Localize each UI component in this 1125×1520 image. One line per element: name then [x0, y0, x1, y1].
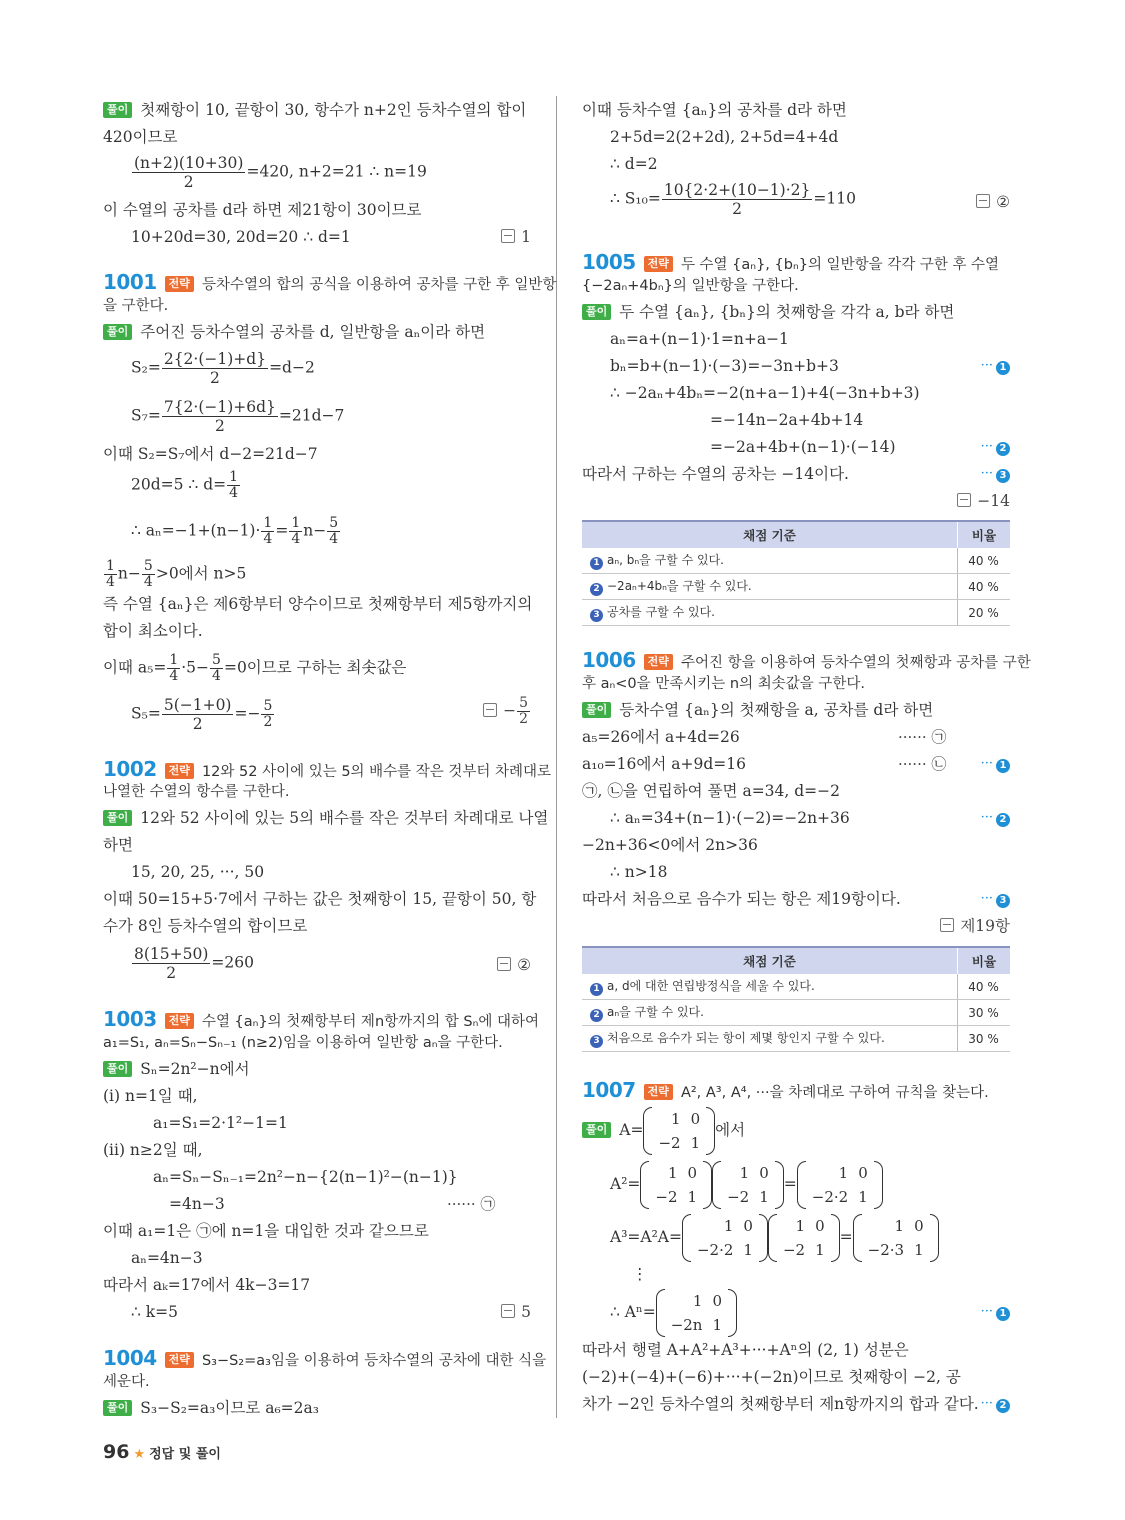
text-line: a₁=S₁, aₙ=Sₙ−Sₙ₋₁ (n≥2)임을 이용하여 일반항 aₙ을 구한다.: [103, 1035, 503, 1051]
marker-1: ··· 1: [981, 754, 1010, 774]
solution-tag: 풀이: [582, 702, 611, 718]
fraction: $\frac{5}{4}$: [143, 558, 153, 590]
text-line: 나열한 수열의 항수를 구한다.: [103, 784, 290, 800]
equation-label: ······ ㉡: [898, 755, 947, 773]
fraction: $\frac{1}{4}$: [169, 652, 179, 684]
text-line: 을 구한다.: [103, 298, 169, 314]
marker-3: ··· 3: [981, 464, 1010, 484]
equation: ∴ n>18: [610, 863, 668, 881]
table-header: 채점 기준: [582, 947, 958, 974]
text-line: (ii) n≥2일 때,: [103, 1141, 203, 1159]
text-line: 합이 최소이다.: [103, 622, 203, 640]
equation: a₁=S₁=2·1²−1=1: [153, 1114, 288, 1132]
answer-icon: [976, 194, 990, 208]
fraction: $\frac{2\{2\cdot(-1)+d\}}{2}$: [163, 350, 267, 387]
text-line: {−2aₙ+4bₙ}의 일반항을 구한다.: [582, 278, 799, 294]
equation-label: ······ ㉠: [898, 728, 947, 746]
equation: ∴ d=2: [610, 155, 658, 173]
fraction: $\frac{1}{4}$: [229, 469, 239, 501]
matrix: 1 0 −2 1: [640, 1161, 712, 1209]
matrix: 1 0 −2 1: [712, 1161, 784, 1209]
answer: 제19항: [940, 916, 1010, 936]
problem-number: 1007: [582, 1078, 636, 1102]
problem-number: 1005: [582, 250, 636, 274]
solution-tag: 풀이: [103, 102, 132, 118]
equation: a₁₀=16에서 a+9d=16: [582, 755, 746, 773]
fraction: $\frac{1}{4}$: [263, 515, 273, 547]
text-line: 이때 S₂=S₇에서 d−2=21d−7: [103, 445, 318, 463]
problem-number: 1004: [103, 1346, 157, 1370]
text-line: 따라서 행렬 A+A²+A³+···+Aⁿ의 (2, 1) 성분은: [582, 1341, 909, 1359]
marker-1: ··· 1: [981, 356, 1010, 376]
answer-icon: [501, 1304, 515, 1318]
matrix: 1 0 −2 1: [768, 1214, 840, 1262]
grading-criteria-table: [582, 946, 1010, 1052]
equation: =−2a+4b+(n−1)·(−14): [710, 438, 896, 456]
text-line: 이때 등차수열 {aₙ}의 공차를 d라 하면: [582, 101, 847, 119]
solution-tag: 풀이: [582, 304, 611, 320]
equation: aₙ=a+(n−1)·1=n+a−1: [610, 330, 789, 348]
strategy-tag: 전략: [165, 276, 194, 292]
text-line: 420이므로: [103, 128, 178, 146]
fraction: $\frac{5(-1+0)}{2}$: [163, 696, 232, 733]
fraction: $\frac{8(15+50)}{2}$: [134, 945, 209, 982]
solution-tag: 풀이: [103, 324, 132, 340]
marker-2: ··· 2: [981, 1394, 1010, 1414]
text-line: 하면: [103, 836, 133, 854]
equation: 10+20d=30, 20d=20 ∴ d=1: [131, 228, 351, 246]
table-row: 3 처음으로 음수가 되는 항이 제몇 항인지 구할 수 있다. 30 %: [582, 1026, 1010, 1052]
equation-label: ······ ㉠: [447, 1195, 496, 1213]
answer: −14: [957, 491, 1010, 511]
text-line: 이때 50=15+5·7에서 구하는 값은 첫째항이 15, 끝항이 50, 항: [103, 890, 537, 908]
text-line: 따라서 구하는 수열의 공차는 −14이다.: [582, 465, 849, 483]
strategy-tag: 전략: [644, 654, 673, 670]
text-line: 즉 수열 {aₙ}은 제6항부터 양수이므로 첫째항부터 제5항까지의: [103, 595, 533, 613]
text-line: 수가 8인 등차수열의 합이므로: [103, 917, 308, 935]
answer: − $\frac{5}{2}$: [483, 696, 531, 727]
fraction: $\frac{5}{2}$: [519, 695, 528, 727]
solution-tag: 풀이: [103, 1400, 132, 1416]
strategy-tag: 전략: [165, 763, 194, 779]
answer: 1: [501, 227, 531, 247]
fraction: $\frac{5}{4}$: [212, 652, 221, 684]
answer: ②: [976, 192, 1010, 212]
equation: ∴ aₙ=34+(n−1)·(−2)=−2n+36: [610, 809, 850, 827]
text-line: (−2)+(−4)+(−6)+···+(−2n)이므로 첫째항이 −2, 공: [582, 1368, 961, 1386]
fraction: $\frac{1}{4}$: [106, 558, 115, 590]
solution-tag: 풀이: [103, 1061, 132, 1077]
solution-tag: 풀이: [103, 810, 132, 826]
problem-number: 1002: [103, 757, 157, 781]
problem-number: 1003: [103, 1007, 157, 1031]
text-line: 차가 −2인 등차수열의 첫째항부터 제n항까지의 합과 같다.: [582, 1395, 979, 1413]
equation: ㉠, ㉡을 연립하여 풀면 a=34, d=−2: [582, 782, 841, 800]
fraction: $\frac{5}{4}$: [329, 515, 339, 547]
fraction: $\frac{(n+2)(10+30)}{2}$: [134, 154, 244, 191]
marker-1: ··· 1: [981, 1302, 1010, 1322]
strategy-tag: 전략: [644, 1084, 673, 1100]
matrix: 1 0 −2·2 1: [682, 1214, 768, 1262]
text-line: 세운다.: [103, 1374, 150, 1390]
matrix: 1 0 −2n 1: [656, 1289, 737, 1337]
page-footer: [103, 1441, 221, 1463]
text-line: 이 수열의 공차를 d라 하면 제21항이 30이므로: [103, 201, 422, 219]
equation: −2n+36<0에서 2n>36: [582, 836, 758, 854]
equation: a₅=26에서 a+4d=26: [582, 728, 740, 746]
equation: ∴ k=5: [131, 1303, 179, 1321]
solution-tag: 풀이: [582, 1122, 611, 1138]
text-line: 이때 a₁=1은 ㉠에 n=1을 대입한 것과 같으므로: [103, 1222, 429, 1240]
marker-2: ··· 2: [981, 437, 1010, 457]
fraction: $\frac{7\{2\cdot(-1)+6d\}}{2}$: [163, 398, 276, 435]
answer-icon: [957, 493, 971, 507]
text-line: 후 aₙ<0을 만족시키는 n의 최솟값을 구한다.: [582, 676, 865, 692]
table-row: 2 aₙ을 구할 수 있다. 30 %: [582, 1000, 1010, 1026]
answer-icon: [501, 229, 515, 243]
answer: 5: [501, 1302, 531, 1322]
marker-3: ··· 3: [981, 889, 1010, 909]
footer-title: 정답 및 풀이: [149, 1447, 221, 1462]
table-header: 비율: [958, 947, 1011, 974]
table-row: 1 aₙ, bₙ을 구할 수 있다. 40 %: [582, 548, 1010, 574]
marker-2: ··· 2: [981, 808, 1010, 828]
equation: aₙ=4n−3: [131, 1249, 203, 1267]
table-row: 3 공차를 구할 수 있다. 20 %: [582, 600, 1010, 626]
text-line: 따라서 처음으로 음수가 되는 항은 제19항이다.: [582, 890, 901, 908]
problem-number: 1001: [103, 270, 157, 294]
equation: 15, 20, 25, ···, 50: [131, 863, 265, 881]
problem-number: 1006: [582, 648, 636, 672]
text-line: 첫째항이 10, 끝항이 30, 항수가 n+2인 등차수열의 합이: [140, 101, 527, 119]
matrix: 1 0 −2·2 1: [797, 1161, 883, 1209]
page-number: 96: [103, 1441, 130, 1463]
answer-icon: [483, 703, 497, 717]
grading-criteria-table: [582, 520, 1010, 626]
equation: =4n−3: [169, 1195, 225, 1213]
strategy-tag: 전략: [644, 256, 673, 272]
strategy-tag: 전략: [165, 1352, 194, 1368]
vertical-dots: ⋮: [632, 1265, 648, 1283]
table-header: 비율: [958, 521, 1011, 548]
answer: ②: [497, 955, 531, 975]
equation: aₙ=Sₙ−Sₙ₋₁=2n²−n−{2(n−1)²−(n−1)}: [153, 1168, 458, 1186]
fraction: $\frac{1}{4}$: [291, 515, 301, 547]
equation: bₙ=b+(n−1)·(−3)=−3n+b+3: [610, 357, 839, 375]
fraction: $\frac{10\{2\cdot 2+(10-1)\cdot 2\}}{2}$: [663, 181, 811, 218]
answer-icon: [497, 957, 511, 971]
equation: =−14n−2a+4b+14: [710, 411, 864, 429]
text-line: (i) n=1일 때,: [103, 1087, 198, 1105]
strategy-tag: 전략: [165, 1013, 194, 1029]
table-row: 1 a, d에 대한 연립방정식을 세울 수 있다. 40 %: [582, 974, 1010, 1000]
table-header: 채점 기준: [582, 521, 958, 548]
star-icon: ★: [133, 1447, 146, 1462]
fraction: $\frac{5}{2}$: [263, 698, 273, 730]
text-line: 따라서 aₖ=17에서 4k−3=17: [103, 1276, 311, 1294]
equation: 2+5d=2(2+2d), 2+5d=4+4d: [610, 128, 839, 146]
table-row: 2 −2aₙ+4bₙ을 구할 수 있다. 40 %: [582, 574, 1010, 600]
matrix-A: 1 0 −2 1: [643, 1107, 715, 1155]
answer-icon: [940, 918, 954, 932]
matrix: 1 0 −2·3 1: [853, 1214, 939, 1262]
equation: ∴ −2aₙ+4bₙ=−2(n+a−1)+4(−3n+b+3): [610, 384, 920, 402]
